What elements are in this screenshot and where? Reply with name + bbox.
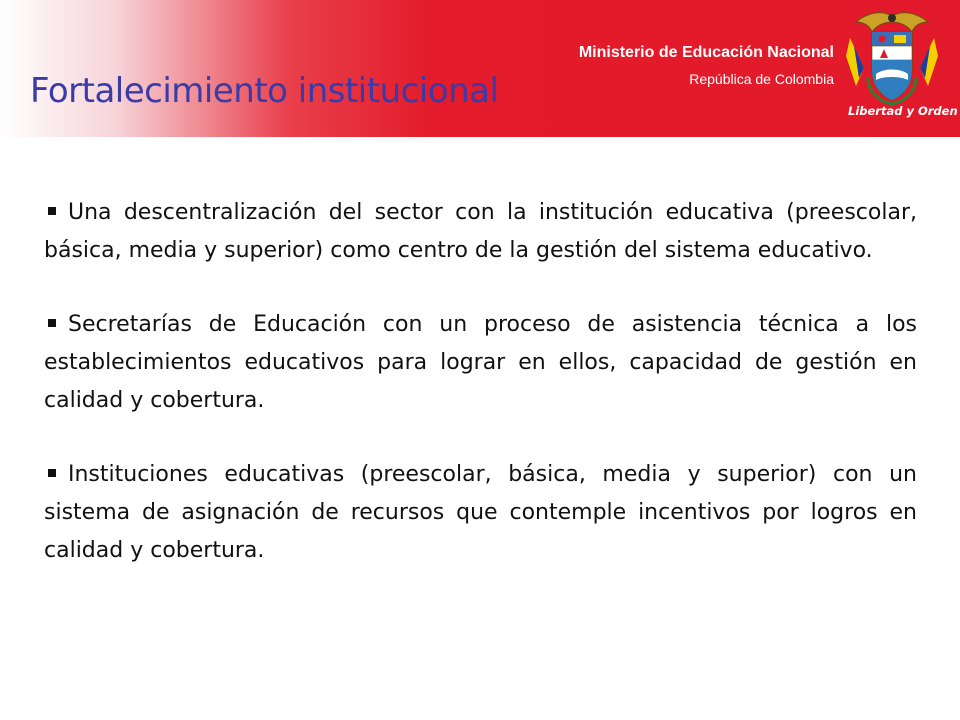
- ministry-name: Ministerio de Educación Nacional: [578, 44, 834, 61]
- page-title: Fortalecimiento institucional: [30, 71, 499, 111]
- square-bullet-icon: [48, 469, 56, 477]
- bullet-list: [44, 194, 917, 606]
- list-item: [44, 456, 917, 570]
- header-band: [0, 0, 960, 137]
- square-bullet-icon: [48, 319, 56, 327]
- square-bullet-icon: [48, 207, 56, 215]
- list-item-text: Una descentralización del sector con la institución educativa (preescolar, básica, media y superior) como centro de la gestión del sistema educativo.: [44, 200, 917, 263]
- list-item: [44, 194, 917, 270]
- list-item-text: Instituciones educativas (preescolar, básica, media y superior) con un sistema de asignación de recursos que contemple incentivos por logros en calidad y cobertura.: [44, 462, 917, 563]
- list-item-text: Secretarías de Educación con un proceso de asistencia técnica a los establecimientos educativos para lograr en ellos, capacidad de gestión en calidad y cobertura.: [44, 312, 917, 413]
- crest-motto: Libertad y Orden: [848, 104, 958, 118]
- republic-name: República de Colombia: [689, 71, 834, 87]
- list-item: [44, 306, 917, 420]
